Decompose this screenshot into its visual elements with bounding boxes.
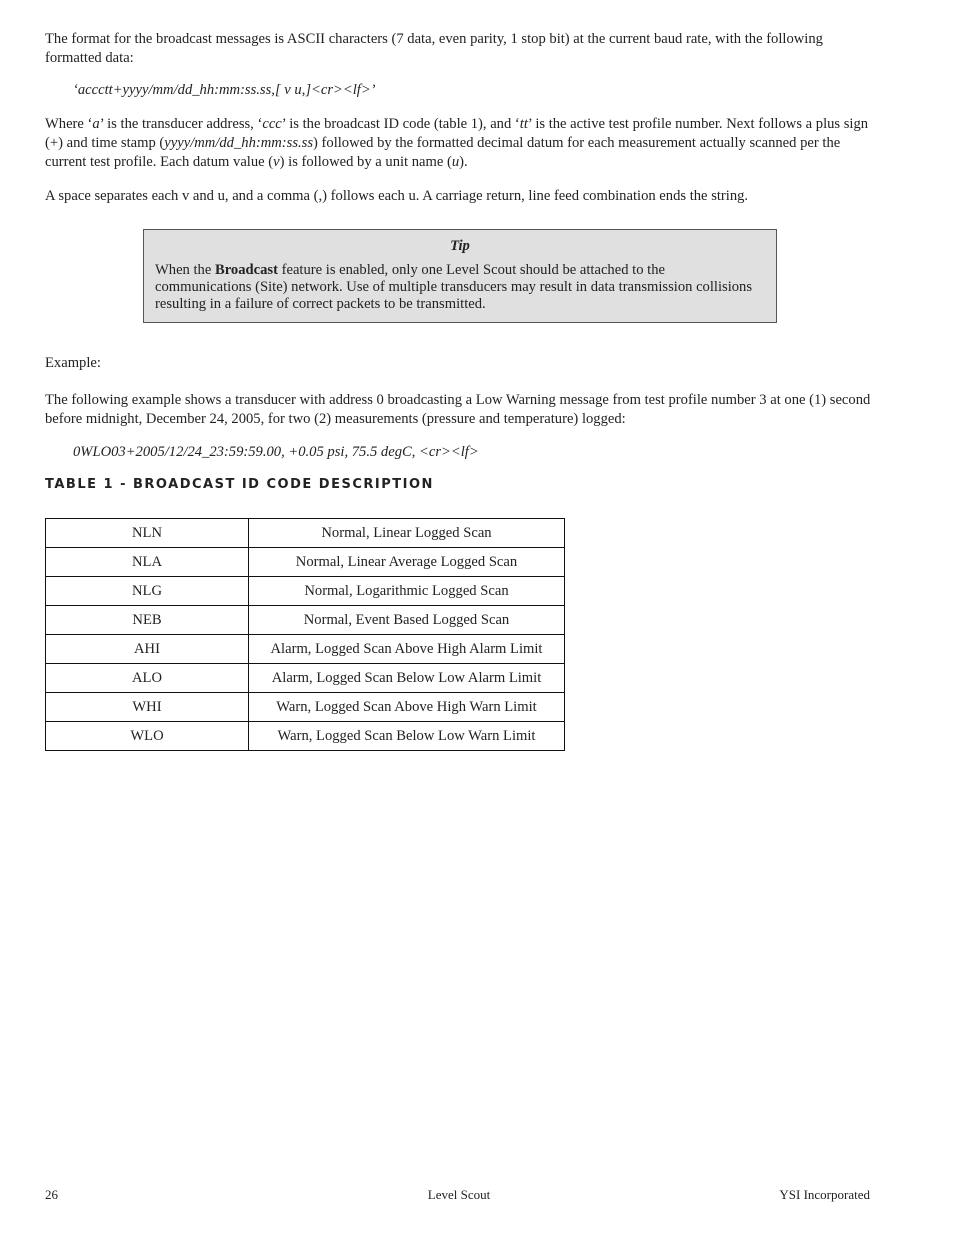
document-page: [45, 30, 880, 751]
table-row: [46, 577, 565, 606]
description-cell: Alarm, Logged Scan Below Low Alarm Limit: [249, 664, 565, 693]
tip-box: [143, 229, 777, 323]
table-row: [46, 722, 565, 751]
description-cell: Normal, Logarithmic Logged Scan: [249, 577, 565, 606]
description-cell: Normal, Linear Logged Scan: [249, 519, 565, 548]
tip-title: Tip: [450, 238, 470, 254]
code-cell: WLO: [46, 722, 249, 751]
code-cell: WHI: [46, 693, 249, 722]
table-row: [46, 606, 565, 635]
code-cell: NEB: [46, 606, 249, 635]
table-row: [46, 635, 565, 664]
format-explanation-paragraph: Where ‘a’ is the transducer address, ‘ccc’ is the broadcast ID code (table 1), and ‘tt’ is the active test profile number. Next follows a plus sign (+) and time stamp (yyyy/mm/dd_hh:mm:ss.ss) followed by the formatted decimal datum for each measurement actually scanned per the current test profile. Each datum value (v) is followed by a unit name (u).: [45, 116, 869, 170]
table-row: [46, 548, 565, 577]
footer-product: Level Scout: [427, 1187, 491, 1202]
broadcast-id-table: [45, 518, 565, 751]
example-string: 0WLO03+2005/12/24_23:59:59.00, +0.05 psi, 75.5 degC, <cr><lf>: [73, 444, 479, 460]
code-cell: NLN: [46, 519, 249, 548]
description-cell: Normal, Linear Average Logged Scan: [249, 548, 565, 577]
tip-body: When the Broadcast feature is enabled, only one Level Scout should be attached to the communications (Site) network. Use of multiple transducers may result in data transmission collisions resulting in a failure of correct packets to be transmitted.: [155, 262, 753, 312]
code-cell: AHI: [46, 635, 249, 664]
description-cell: Alarm, Logged Scan Above High Alarm Limit: [249, 635, 565, 664]
footer-company: YSI Incorporated: [779, 1187, 870, 1202]
table-row: [46, 519, 565, 548]
format-string: ‘accctt+yyyy/mm/dd_hh:mm:ss.ss,[ v u,]<cr><lf>’: [73, 82, 376, 98]
footer-page-number: 26: [45, 1187, 58, 1202]
example-label: Example:: [45, 355, 101, 371]
code-cell: NLG: [46, 577, 249, 606]
example-paragraph: The following example shows a transducer with address 0 broadcasting a Low Warning message from test profile number 3 at one (1) second before midnight, December 24, 2005, for two (2) measurements (pressure and temperature) logged:: [45, 392, 871, 427]
intro-paragraph: The format for the broadcast messages is ASCII characters (7 data, even parity, 1 stop bit) at the current baud rate, with the following formatted data:: [45, 31, 823, 66]
description-cell: Normal, Event Based Logged Scan: [249, 606, 565, 635]
description-cell: Warn, Logged Scan Below Low Warn Limit: [249, 722, 565, 751]
table-row: [46, 693, 565, 722]
description-cell: Warn, Logged Scan Above High Warn Limit: [249, 693, 565, 722]
separator-paragraph: A space separates each v and u, and a comma (,) follows each u. A carriage return, line feed combination ends the string.: [45, 188, 749, 204]
code-cell: NLA: [46, 548, 249, 577]
code-cell: ALO: [46, 664, 249, 693]
table-heading: TABLE 1 - BROADCAST ID CODE DESCRIPTION: [45, 477, 434, 492]
table-row: [46, 664, 565, 693]
